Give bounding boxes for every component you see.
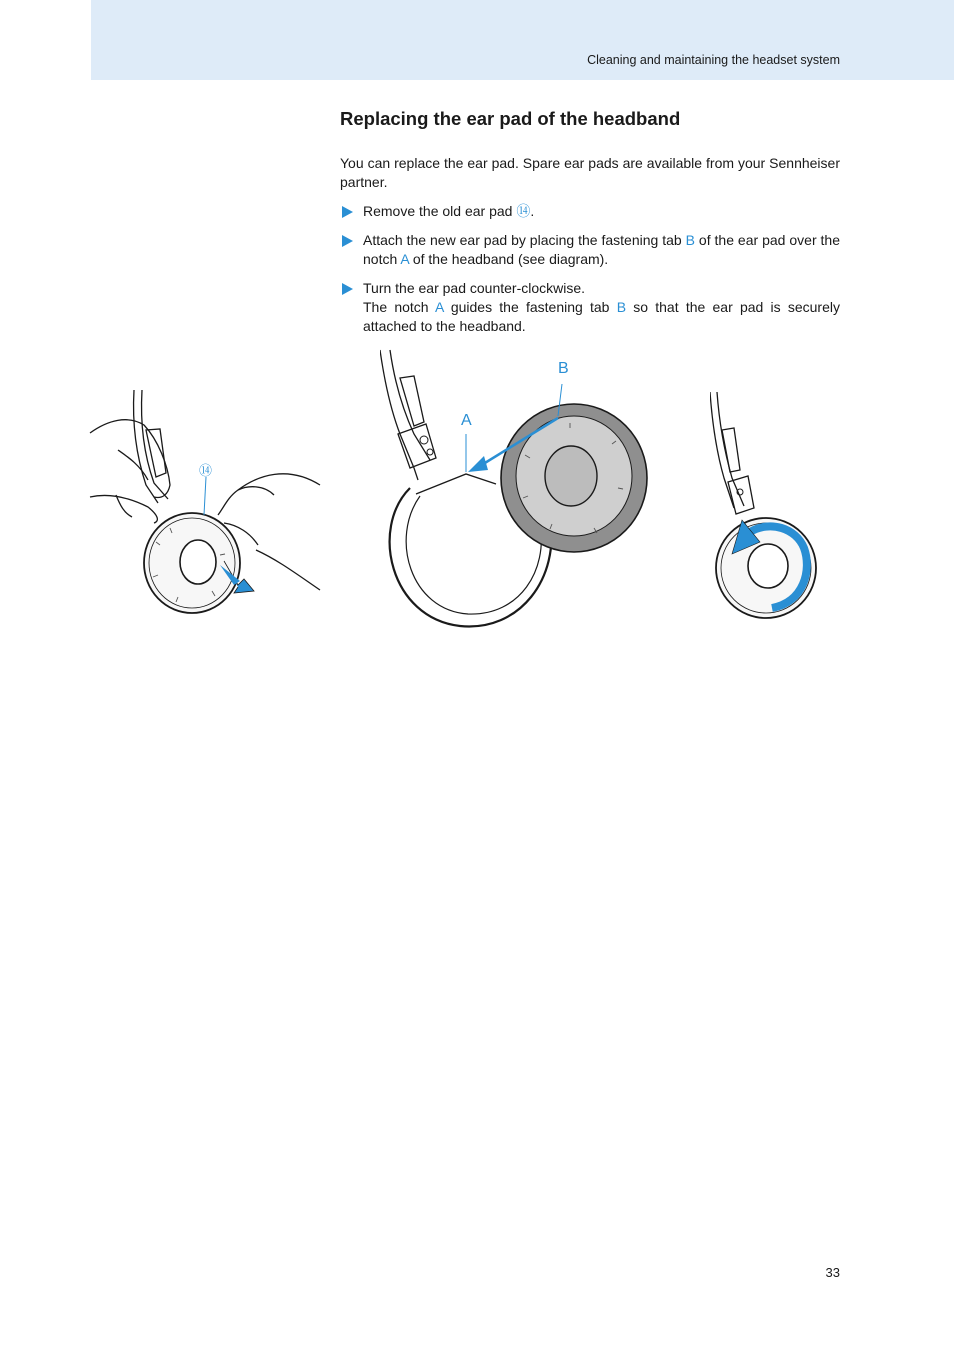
step-2	[340, 231, 840, 269]
label-a: A	[461, 412, 472, 429]
step-text: Turn the ear pad counter-clockwise.	[363, 280, 586, 296]
label-b: B	[558, 360, 569, 377]
triangle-bullet-icon	[342, 206, 353, 218]
callout-ref: ⑭	[516, 203, 531, 219]
running-header: Cleaning and maintaining the headset system	[587, 53, 840, 67]
callout-ref: A	[400, 251, 409, 267]
triangle-bullet-icon	[342, 283, 353, 295]
step-text: Attach the new ear pad by placing the fastening tab B of the ear pad over the notch A of the headband (see diagram).	[363, 232, 841, 267]
attach-ear-pad-illustration	[380, 348, 660, 633]
callout-ref: B	[616, 299, 627, 315]
callout-ref: B	[685, 232, 695, 248]
callout-14-label: ⑭	[199, 463, 213, 478]
intro-paragraph: You can replace the ear pad. Spare ear pads are available from your Sennheiser partner.	[340, 155, 840, 190]
turn-ear-pad-illustration	[710, 390, 825, 622]
instructions	[340, 154, 840, 346]
step-3	[340, 279, 840, 336]
page-number: 33	[825, 1265, 840, 1280]
callout-ref: A	[435, 299, 444, 315]
step-1	[340, 202, 840, 221]
step-text: Remove the old ear pad ⑭.	[363, 203, 535, 219]
triangle-bullet-icon	[342, 235, 353, 247]
section-title: Replacing the ear pad of the headband	[340, 108, 681, 129]
step-note: The notch A guides the fastening tab B so that the ear pad is securely attached to the headband.	[363, 299, 840, 334]
header-band	[91, 0, 954, 80]
remove-ear-pad-illustration	[88, 385, 328, 625]
